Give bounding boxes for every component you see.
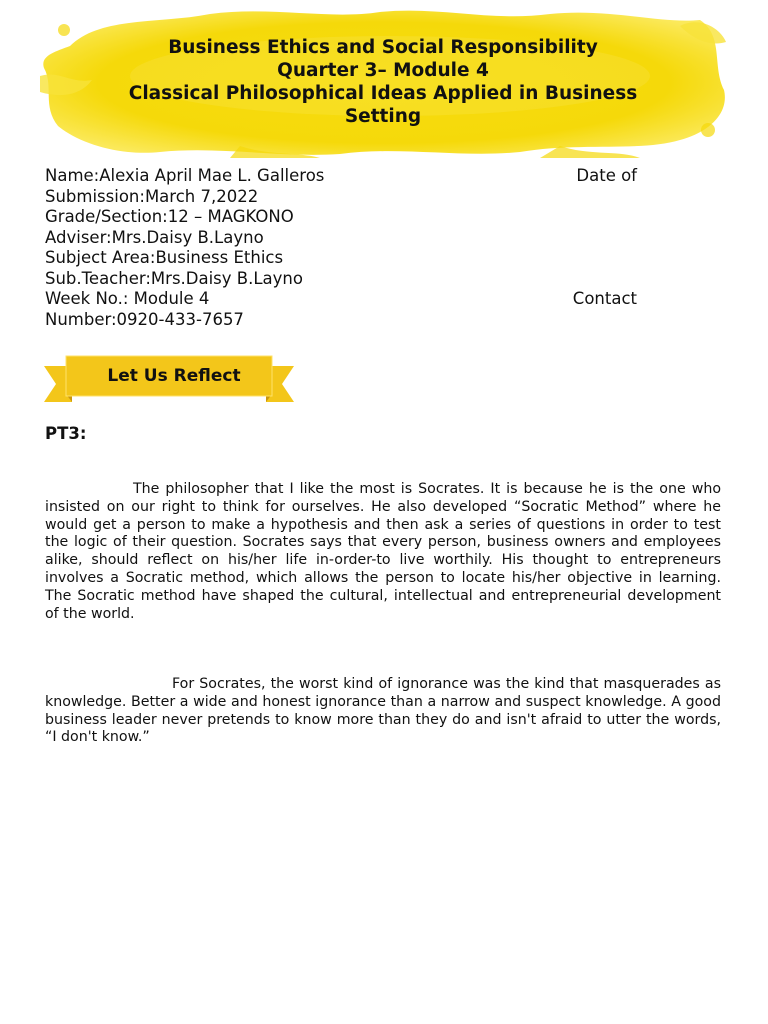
title-line-2: Quarter 3– Module 4 (277, 60, 489, 81)
student-info (45, 166, 645, 330)
submission-date: Submission:March 7,2022 (45, 186, 259, 206)
document-title (40, 36, 726, 128)
student-name: Name:Alexia April Mae L. Galleros (45, 166, 325, 185)
section-heading: Let Us Reflect (107, 366, 241, 386)
body-paragraph-2: For Socrates, the worst kind of ignorance was the kind that masquerades as knowledge. Better a wide and honest ignorance than a narrow and suspect knowledge. A good business leader never pretends to know more than they do and isn't afraid to utter the words, “I don't know.” (45, 676, 721, 746)
adviser: Adviser:Mrs.Daisy B.Layno (45, 227, 264, 247)
title-line-3: Classical Philosophical Ideas Applied in Business (128, 83, 638, 104)
subject-area: Subject Area:Business Ethics (45, 248, 284, 267)
let-us-reflect-ribbon (44, 352, 294, 410)
title-line-4: Setting (344, 106, 422, 127)
task-label: PT3: (45, 424, 87, 443)
contact-number: Number:0920-433-7657 (45, 309, 244, 329)
sub-teacher: Sub.Teacher:Mrs.Daisy B.Layno (45, 268, 303, 288)
body-paragraph-1: The philosopher that I like the most is Socrates. It is because he is the one who insisted on our right to think for ourselves. He also developed “Socratic Method” where he would get a person to make a hypothesis and then ask a series of questions in order to test the logic of their question. Socrates says that every person, business owners and employees alike, should reflect on his/her life in-order-to live worthily. His thought to entrepreneurs involves a Socratic method, which allows the person to locate his/her objective in learning. The Socratic method have shaped the cultural, intellectual and entrepreneurial development of the world. (45, 481, 721, 622)
contact-label: Contact (572, 289, 637, 308)
week-number: Week No.: Module 4 (45, 289, 210, 308)
grade-section: Grade/Section:12 – MAGKONO (45, 207, 294, 226)
title-line-1: Business Ethics and Social Responsibility (168, 37, 598, 58)
date-label: Date of (576, 166, 637, 185)
title-banner (40, 6, 726, 158)
